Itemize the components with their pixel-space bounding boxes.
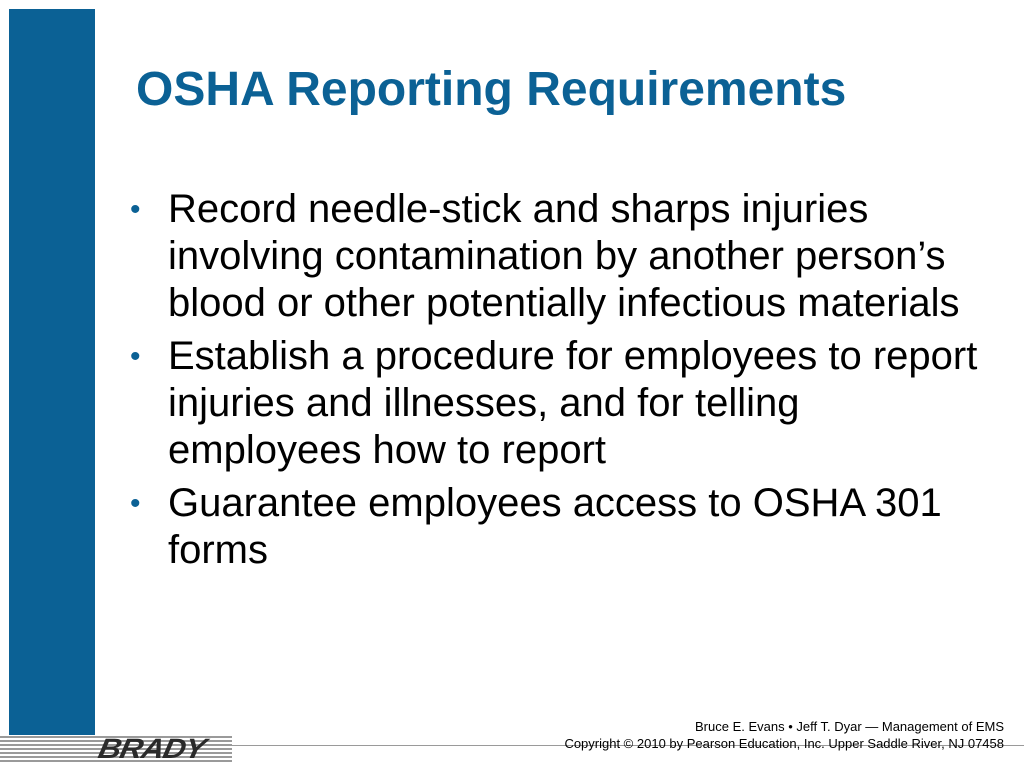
- bullet-text: Guarantee employees access to OSHA 301 forms: [168, 481, 942, 572]
- bullet-item: [128, 480, 988, 574]
- footer-credits: [564, 718, 1004, 752]
- bullet-text: Record needle-stick and sharps injuries involving contamination by another person’s blood or other potentially infectious materials: [168, 187, 960, 325]
- bullet-icon: •: [130, 487, 141, 520]
- slide-title: OSHA Reporting Requirements: [136, 63, 847, 116]
- bullet-item: [128, 186, 988, 327]
- footer-copyright: Copyright © 2010 by Pearson Education, Inc. Upper Saddle River, NJ 07458: [564, 736, 1004, 751]
- brady-logo: BRADY: [95, 733, 209, 764]
- bullet-icon: •: [130, 340, 141, 373]
- bullet-list: [128, 186, 988, 580]
- bullet-icon: •: [130, 193, 141, 226]
- bullet-item: [128, 333, 988, 474]
- footer-authors: Bruce E. Evans • Jeff T. Dyar — Management of EMS: [695, 719, 1004, 734]
- side-accent-bar: [9, 9, 95, 735]
- bullet-text: Establish a procedure for employees to report injuries and illnesses, and for telling employees how to report: [168, 334, 978, 472]
